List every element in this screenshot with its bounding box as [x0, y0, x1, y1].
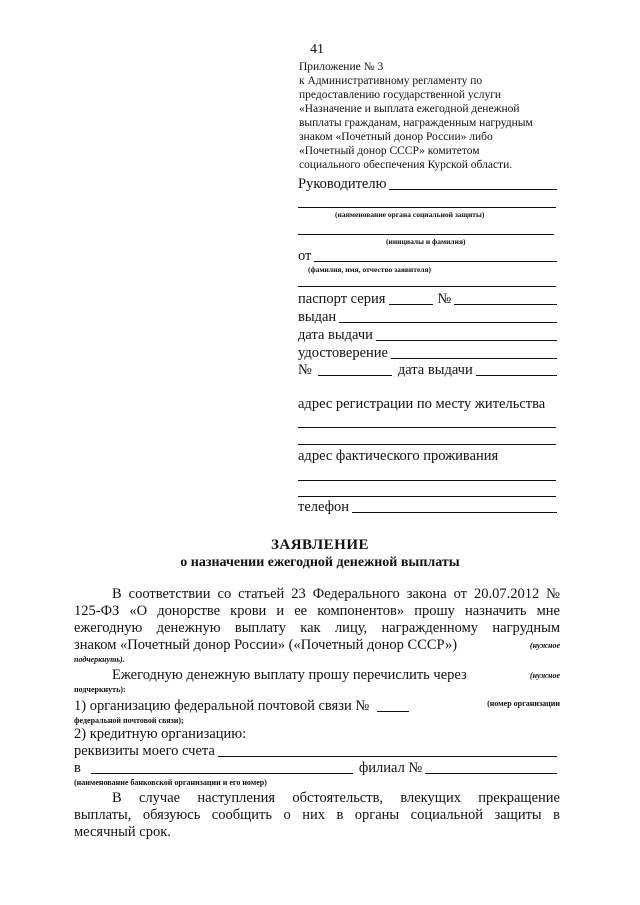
cert-issue-date-label: дата выдачи — [397, 362, 473, 378]
branch-label: филиал № — [358, 760, 423, 776]
organ-line[interactable] — [298, 207, 556, 208]
certificate-row — [298, 345, 560, 362]
passport-number-sign: № — [437, 291, 452, 307]
p1-line-2: 125-ФЗ «О донорстве крови и ее компонентов» прошу назначить мне — [74, 603, 560, 619]
document-title: ЗАЯВЛЕНИЕ — [270, 537, 370, 553]
option-1-note: (номер организации — [487, 699, 560, 708]
issue-date-row — [298, 327, 560, 344]
bank-name-line[interactable] — [91, 772, 353, 774]
account-row — [74, 743, 560, 760]
actual-address-line-1[interactable] — [298, 480, 556, 481]
option-1-caption: федеральной почтовой связи); — [74, 716, 184, 725]
phone-label: телефон — [298, 499, 350, 515]
actual-address-row — [298, 448, 498, 465]
postal-number-line[interactable] — [377, 710, 409, 712]
caption-initials: (инициалы и фамилия) — [386, 237, 466, 246]
from-line[interactable] — [314, 261, 557, 262]
p2-line-1-note: (нужное — [529, 671, 560, 680]
reg-address-row — [298, 396, 545, 413]
certificate-line[interactable] — [391, 358, 557, 359]
issued-line[interactable] — [339, 322, 557, 323]
p1-line-1: В соответствии со статьей 23 Федерального закона от 20.07.2012 № — [112, 586, 560, 602]
cert-number-row — [298, 362, 560, 379]
paragraph-3 — [74, 790, 560, 841]
appendix-block — [299, 60, 559, 172]
account-line[interactable] — [218, 756, 557, 757]
issue-date-label: дата выдачи — [298, 327, 373, 343]
account-label: реквизиты моего счета — [74, 743, 215, 759]
phone-line[interactable] — [352, 512, 557, 513]
appendix-line: выплаты гражданам, награжденным нагрудным — [299, 117, 533, 129]
appendix-line: знаком «Почетный донор России» либо — [299, 131, 493, 143]
from-label: от — [298, 248, 312, 264]
reg-address-line-2[interactable] — [298, 444, 556, 445]
passport-row — [298, 291, 560, 308]
initials-line[interactable] — [298, 234, 554, 235]
from-row — [298, 248, 560, 265]
passport-number-line[interactable] — [454, 304, 557, 305]
p2-line-2: подчеркнуть): — [74, 685, 126, 694]
option-2-label: 2) кредитную организацию: — [74, 726, 247, 742]
phone-row — [298, 499, 560, 516]
issued-label: выдан — [298, 309, 337, 325]
appendix-line: социального обеспечения Курской области. — [299, 159, 513, 171]
cert-issue-date-line[interactable] — [476, 375, 557, 376]
appendix-line: предоставлению государственной услуги — [299, 89, 502, 101]
appendix-line: к Административному регламенту по — [299, 75, 483, 87]
paragraph-1 — [74, 586, 560, 665]
certificate-label: удостоверение — [298, 345, 388, 361]
p1-line-4-note: (нужное — [529, 641, 560, 650]
option-1-row — [74, 695, 560, 715]
caption-organ: (наименование органа социальной защиты) — [335, 210, 485, 219]
reg-address-label: адрес регистрации по месту жительства — [298, 396, 546, 412]
branch-line[interactable] — [425, 773, 557, 774]
p3-line-1: В случае наступления обстоятельств, влекущих прекращение — [112, 790, 560, 806]
appendix-line: Приложение № 3 — [299, 61, 384, 73]
to-head-row — [298, 176, 560, 193]
p1-line-5: подчеркнуть). — [74, 655, 125, 664]
reg-address-line-1[interactable] — [298, 427, 556, 428]
caption-bank: (наименование банковской организации и его номер) — [74, 778, 267, 787]
caption-applicant: (фамилия, имя, отчество заявителя) — [308, 265, 432, 274]
issue-date-line[interactable] — [376, 340, 557, 341]
p3-line-3: месячный срок. — [74, 824, 171, 840]
paragraph-2 — [74, 667, 560, 788]
appendix-line: «Назначение и выплата ежегодной денежной — [299, 103, 520, 115]
passport-series-line[interactable] — [389, 303, 433, 305]
bank-in-label: в — [74, 760, 81, 776]
issued-row — [298, 309, 560, 326]
to-head-line[interactable] — [389, 189, 557, 190]
document-subtitle: о назначении ежегодной денежной выплаты — [180, 555, 460, 570]
p2-line-1 — [74, 667, 560, 684]
p1-line-4 — [74, 637, 560, 654]
p2-line-1-text: Ежегодную денежную выплату прошу перечислить через — [112, 667, 467, 683]
actual-address-line-2[interactable] — [298, 496, 556, 497]
p1-line-4-text: знаком «Почетный донор России» («Почетный донор СССР») — [74, 637, 458, 653]
option-1-label: 1) организацию федеральной почтовой связи № — [74, 698, 370, 714]
cert-number-sign: № — [298, 362, 312, 378]
page-number: 41 — [310, 42, 324, 57]
actual-address-label: адрес фактического проживания — [298, 448, 499, 464]
applicant-line-2[interactable] — [298, 286, 556, 287]
p3-line-2: выплаты, обязуюсь сообщить о них в органы социальной защиты в — [74, 807, 560, 823]
to-head-label: Руководителю — [298, 176, 387, 192]
appendix-line: «Почетный донор СССР» комитетом — [299, 145, 480, 157]
p1-line-3: ежегодную денежную выплату как лицу, награжденному нагрудным — [74, 620, 560, 636]
cert-number-line[interactable] — [318, 374, 392, 376]
passport-series-label: паспорт серия — [298, 291, 386, 307]
bank-row — [74, 760, 560, 777]
